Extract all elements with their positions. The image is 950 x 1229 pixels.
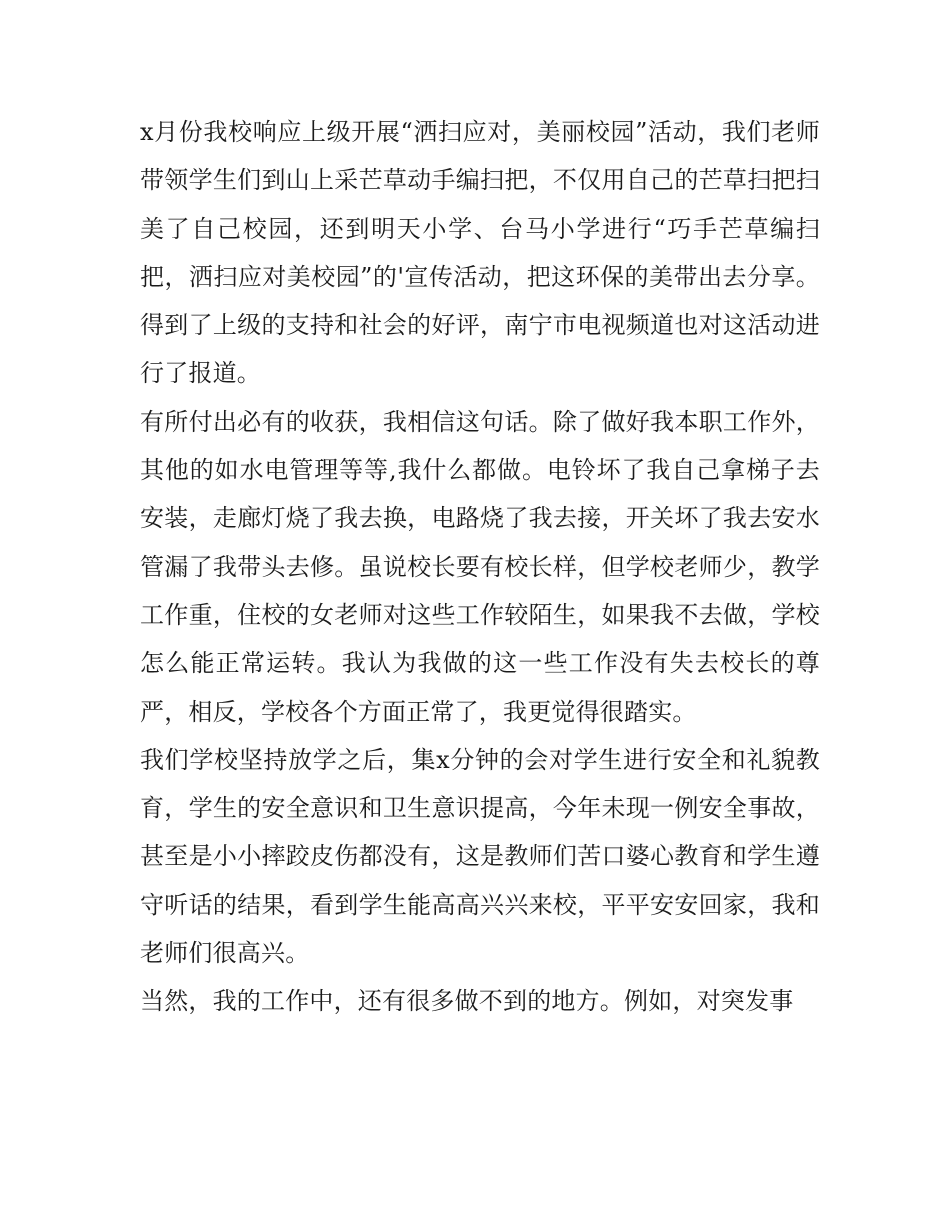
document-body bbox=[140, 108, 820, 1026]
paragraph-extra-duties: 有所付出必有的收获，我相信这句话。除了做好我本职工作外，其他的如水电管理等等,我什么都做。电铃坏了我自己拿梯子去安装，走廊灯烧了我去换，电路烧了我去接，开关坏了我去安水管漏了我带头去修。虽说校长要有校长样，但学校老师少，教学工作重，住校的女老师对这些工作较陌生，如果我不去做，学校怎么能正常运转。我认为我做的这一些工作没有失去校长的尊严，相反，学校各个方面正常了，我更觉得很踏实。 bbox=[140, 407, 820, 726]
paragraph-safety-education: 我们学校坚持放学之后，集x分钟的会对学生进行安全和礼貌教育，学生的安全意识和卫生意识提高，今年未现一例安全事故，甚至是小小摔跤皮伤都没有，这是教师们苦口婆心教育和学生遵守听话的结果，看到学生能高高兴兴来校，平平安安回家，我和老师们很高兴。 bbox=[140, 745, 820, 968]
paragraph-campus-activity: x月份我校响应上级开展“洒扫应对，美丽校园”活动，我们老师带领学生们到山上采芒草动手编扫把，不仅用自己的芒草扫把扫美了自己校园，还到明天小学、台马小学进行“巧手芒草编扫把，洒扫应对美校园”的'宣传活动，把这环保的美带出去分享。得到了上级的支持和社会的好评，南宁市电视频道也对这活动进行了报道。 bbox=[140, 118, 820, 388]
paragraph-shortcomings: 当然，我的工作中，还有很多做不到的地方。例如，对突发事 bbox=[140, 987, 794, 1016]
